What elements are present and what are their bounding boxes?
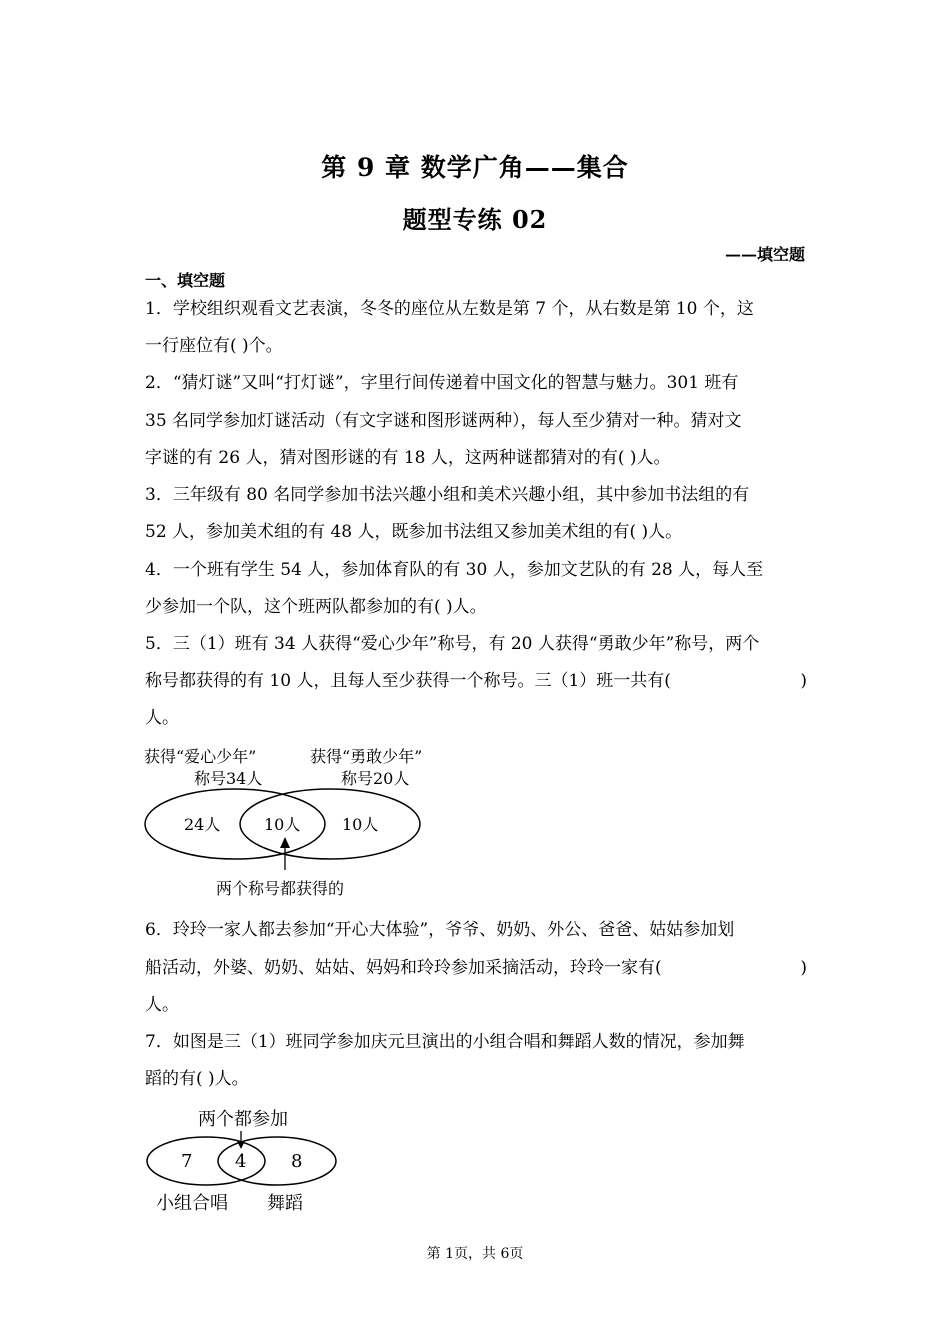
question-6-line-1: 6．玲玲一家人都去参加“开心大体验”，爷爷、奶奶、外公、爸爸、姑姑参加划 [145, 920, 735, 940]
question-2-line-1: 2．“猜灯谜”又叫“打灯谜”，字里行间传递着中国文化的智慧与魅力。301 班有 [145, 373, 739, 393]
question-1-line-2: 一行座位有( )个。 [145, 336, 283, 356]
question-7-line-1: 7．如图是三（1）班同学参加庆元旦演出的小组合唱和舞蹈人数的情况，参加舞 [145, 1032, 745, 1052]
venn1-right-only-count: 10人 [342, 815, 379, 834]
venn-diagram-performance [140, 1103, 350, 1218]
question-4-line-2: 少参加一个队，这个班两队都参加的有( )人。 [145, 597, 487, 617]
venn2-top-label: 两个都参加 [198, 1109, 288, 1130]
venn2-dance-label: 舞蹈 [267, 1193, 303, 1214]
question-6-answer-close: ) [800, 958, 807, 978]
venn1-right-label-1: 获得“勇敢少年” [310, 747, 423, 766]
venn2-both-count: 4 [235, 1151, 247, 1172]
page-footer: 第 1页，共 6页 [426, 1246, 524, 1262]
question-3-line-1: 3．三年级有 80 名同学参加书法兴趣小组和美术兴趣小组，其中参加书法组的有 [145, 485, 750, 505]
section-heading: 一、填空题 [145, 271, 226, 290]
question-7-line-2: 蹈的有( )人。 [145, 1069, 249, 1089]
practice-subtitle: 题型专练 02 [402, 205, 548, 234]
question-5-line-1: 5．三（1）班有 34 人获得“爱心少年”称号，有 20 人获得“勇敢少年”称号，两个 [145, 634, 760, 654]
venn2-chorus-only-count: 7 [181, 1151, 193, 1172]
question-2-line-2: 35 名同学参加灯谜活动（有文字谜和图形谜两种），每人至少猜对一种。猜对文 [145, 411, 742, 431]
question-6-line-2-text: 船活动，外婆、奶奶、姑姑、妈妈和玲玲参加采摘活动，玲玲一家有( [145, 958, 662, 978]
venn1-left-label-1: 获得“爱心少年” [144, 747, 257, 766]
question-6-line-2 [145, 958, 807, 978]
question-4-line-1: 4．一个班有学生 54 人，参加体育队的有 30 人，参加文艺队的有 28 人，每人至 [145, 560, 764, 580]
question-1-line-1: 1．学校组织观看文艺表演，冬冬的座位从左数是第 7 个，从右数是第 10 个，这 [145, 299, 754, 319]
question-5-line-3: 人。 [145, 708, 179, 728]
venn2-dance-only-count: 8 [291, 1151, 303, 1172]
question-3-line-2: 52 人，参加美术组的有 48 人，既参加书法组又参加美术组的有( )人。 [145, 522, 683, 542]
venn-diagram-honors [140, 742, 440, 902]
question-5-answer-close: ) [800, 671, 807, 691]
venn1-arrow-caption: 两个称号都获得的 [216, 879, 345, 898]
venn1-arrow-head [280, 837, 290, 848]
venn2-arrow-head [237, 1141, 245, 1149]
venn1-left-only-count: 24人 [184, 815, 221, 834]
venn1-both-count: 10人 [264, 815, 301, 834]
question-2-line-3: 字谜的有 26 人，猜对图形谜的有 18 人，这两种谜都猜对的有( )人。 [145, 448, 671, 468]
question-type-tag: ——填空题 [724, 245, 805, 264]
venn2-chorus-circle [147, 1137, 265, 1185]
question-5-line-2 [145, 671, 807, 691]
venn1-right-label-2: 称号20人 [341, 769, 410, 788]
venn1-left-label-2: 称号34人 [194, 769, 263, 788]
chapter-title: 第 9 章 数学广角——集合 [321, 153, 629, 182]
question-5-line-2-text: 称号都获得的有 10 人，且每人至少获得一个称号。三（1）班一共有( [145, 671, 671, 691]
question-6-line-3: 人。 [145, 995, 179, 1015]
venn2-chorus-label: 小组合唱 [156, 1193, 228, 1214]
